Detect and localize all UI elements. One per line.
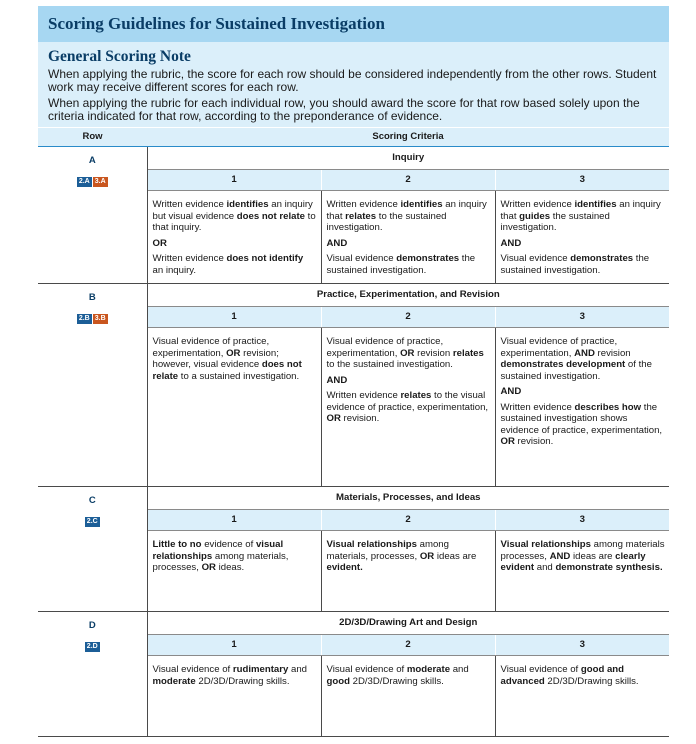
emphasis-text: relates <box>452 347 484 359</box>
score-2: 2 <box>321 307 495 328</box>
plain-text: an inquiry that <box>500 199 661 222</box>
criteria-text <box>327 539 491 574</box>
emphasis-text: clearly evident <box>500 550 646 573</box>
criteria-cell-score-3 <box>495 656 669 737</box>
scoring-table <box>38 127 669 737</box>
plain-text: Written evidence <box>326 390 401 401</box>
category-row <box>38 284 669 307</box>
plain-text: and <box>534 562 556 573</box>
criteria-text <box>501 539 666 574</box>
emphasis-text: OR <box>400 347 415 359</box>
emphasis-text: visual relationships <box>152 539 284 562</box>
plain-text: revision. <box>340 413 380 424</box>
plain-text: Written evidence <box>152 253 227 264</box>
skill-badges <box>38 314 147 324</box>
emphasis-text: good <box>326 675 350 687</box>
row-letter: B <box>88 292 96 303</box>
score-3: 3 <box>495 170 669 191</box>
emphasis-text: evident. <box>326 562 363 573</box>
plain-text: Written evidence <box>152 199 227 210</box>
emphasis-text: Visual relationships <box>500 539 591 550</box>
plain-text: 2D/3D/Drawing skills. <box>544 675 639 687</box>
score-3: 3 <box>495 635 669 656</box>
criteria-text <box>153 199 317 234</box>
score-3: 3 <box>495 510 669 531</box>
score-2: 2 <box>321 635 495 656</box>
plain-text: Written evidence <box>326 199 401 210</box>
plain-text: the sustained investigation. <box>500 210 610 233</box>
emphasis-text: identifies <box>226 199 269 210</box>
row-letter: C <box>88 495 96 506</box>
criteria-cell-score-2 <box>321 656 495 737</box>
plain-text: ideas are <box>570 550 616 562</box>
score-1: 1 <box>147 170 321 191</box>
emphasis-text: moderate <box>152 675 196 687</box>
criteria-text <box>153 336 317 382</box>
table-header <box>38 128 669 147</box>
criteria-text <box>501 402 666 448</box>
row-id-cell <box>38 612 147 737</box>
plain-text: Visual evidence of practice, experimentation, <box>152 336 270 359</box>
plain-text: among materials processes, <box>500 539 665 562</box>
emphasis-text: AND <box>549 550 571 562</box>
skill-badge: 3.B <box>94 314 106 322</box>
plain-text: revision. <box>514 436 554 447</box>
emphasis-text: relates <box>345 210 377 222</box>
emphasis-text: rudimentary <box>232 664 289 675</box>
criteria-cell-score-1 <box>147 328 321 487</box>
plain-text: 2D/3D/Drawing skills. <box>349 675 444 687</box>
plain-text: Written evidence <box>500 401 575 413</box>
criteria-text <box>327 199 491 234</box>
emphasis-text: demonstrates <box>396 253 460 264</box>
criteria-cell-score-3 <box>495 328 669 487</box>
skill-badge: 2.B <box>78 314 90 322</box>
category-title: Materials, Processes, and Ideas <box>336 492 481 504</box>
skill-badges <box>38 177 147 187</box>
page-title: Scoring Guidelines for Sustained Investigation <box>48 14 385 33</box>
criteria-text <box>501 253 666 276</box>
criteria-text <box>327 390 491 425</box>
note-paragraph-1: When applying the rubric, the score for each row should be considered independently from the other rows. Student work may receive different scores for each row. <box>48 67 657 94</box>
criteria-text <box>153 238 317 250</box>
plain-text: Visual evidence of practice, experimentation, <box>500 336 618 359</box>
criteria-text <box>501 664 666 687</box>
emphasis-text: AND <box>574 347 595 359</box>
emphasis-text: OR <box>419 550 435 562</box>
plain-text: Visual evidence <box>326 253 397 264</box>
emphasis-text: identifies <box>400 199 443 210</box>
criteria-cell-score-1 <box>147 656 321 737</box>
score-2: 2 <box>321 510 495 531</box>
plain-text: to the sustained investigation. <box>326 210 447 233</box>
plain-text: among materials, processes, <box>152 550 289 573</box>
category-title: 2D/3D/Drawing Art and Design <box>339 617 478 629</box>
plain-text: and <box>450 664 469 675</box>
rubric-page <box>38 6 669 737</box>
plain-text: revision; however, visual evidence <box>152 347 279 370</box>
plain-text: Visual evidence of practice, experimentation, <box>326 336 444 359</box>
plain-text: Visual evidence of <box>326 664 407 675</box>
category-title: Inquiry <box>392 152 425 164</box>
skill-badge: 2.A <box>78 177 90 185</box>
plain-text: and <box>288 664 307 675</box>
plain-text: 2D/3D/Drawing skills. <box>195 675 290 687</box>
plain-text: to the sustained investigation. <box>326 359 453 370</box>
row-letter: A <box>88 155 96 166</box>
criteria-cell-score-1 <box>147 191 321 284</box>
emphasis-text: AND <box>326 237 348 249</box>
plain-text: the sustained investigation. <box>500 253 650 276</box>
emphasis-text: OR <box>201 562 216 573</box>
plain-text: the sustained investigation. <box>326 253 476 276</box>
skill-badges <box>38 642 147 652</box>
plain-text: to that inquiry. <box>152 210 316 233</box>
criteria-text <box>327 336 491 371</box>
criteria-text <box>501 199 666 234</box>
criteria-cell-score-2 <box>321 328 495 487</box>
plain-text: among materials, processes, <box>326 539 449 562</box>
emphasis-text: AND <box>500 237 522 249</box>
title-bar <box>38 6 669 42</box>
criteria-text <box>153 664 317 687</box>
criteria-cell-score-2 <box>321 531 495 612</box>
emphasis-text: OR <box>500 436 515 447</box>
criteria-text <box>153 253 317 276</box>
skill-badges <box>38 517 147 527</box>
plain-text: ideas. <box>215 562 245 573</box>
category-title: Practice, Experimentation, and Revision <box>316 289 500 301</box>
skill-badge: 2.D <box>86 642 98 650</box>
criteria-cell-score-1 <box>147 531 321 612</box>
criteria-cell-score-3 <box>495 531 669 612</box>
criteria-cell-score-2 <box>321 191 495 284</box>
skill-badge: 3.A <box>94 177 106 185</box>
emphasis-text: OR <box>226 347 241 359</box>
criteria-text <box>327 664 491 687</box>
plain-text: revision <box>414 347 453 359</box>
plain-text: to the visual evidence of practice, experimentation, <box>326 390 489 413</box>
skill-badge: 2.C <box>86 517 98 525</box>
plain-text: of the sustained investigation. <box>500 359 652 382</box>
score-3: 3 <box>495 307 669 328</box>
emphasis-text: OR <box>152 237 167 249</box>
emphasis-text: AND <box>500 386 522 397</box>
plain-text: evidence of <box>201 539 256 550</box>
emphasis-text: guides <box>519 210 551 222</box>
category-row <box>38 612 669 635</box>
row-letter: D <box>88 620 96 631</box>
emphasis-text: AND <box>326 374 348 386</box>
row-id-cell <box>38 284 147 487</box>
emphasis-text: Visual relationships <box>326 539 417 550</box>
row-id-cell <box>38 487 147 612</box>
emphasis-text: demonstrate synthesis. <box>555 562 663 573</box>
note-heading: General Scoring Note <box>48 48 191 65</box>
category-row <box>38 147 669 170</box>
emphasis-text: describes how <box>574 401 642 413</box>
emphasis-text: OR <box>326 413 341 424</box>
emphasis-text: does not identify <box>226 253 304 264</box>
score-1: 1 <box>147 510 321 531</box>
plain-text: an inquiry. <box>152 264 197 276</box>
emphasis-text: demonstrates <box>570 253 634 264</box>
category-row <box>38 487 669 510</box>
plain-text: to a sustained investigation. <box>178 370 300 382</box>
emphasis-text: does not relate <box>236 210 306 222</box>
emphasis-text: relates <box>400 390 432 401</box>
general-scoring-note <box>38 42 669 127</box>
score-2: 2 <box>321 170 495 191</box>
emphasis-text: good and advanced <box>500 664 625 687</box>
plain-text: Visual evidence of <box>152 664 233 675</box>
plain-text: ideas are <box>434 550 477 562</box>
row-id-cell <box>38 147 147 284</box>
criteria-text <box>327 238 491 250</box>
plain-text: an inquiry but visual evidence <box>152 199 313 222</box>
criteria-text <box>327 375 491 387</box>
criteria-text <box>327 253 491 276</box>
criteria-text <box>501 336 666 382</box>
plain-text: revision <box>594 347 631 359</box>
plain-text: an inquiry that <box>326 199 487 222</box>
emphasis-text: identifies <box>574 199 617 210</box>
emphasis-text: Little to no <box>152 539 202 550</box>
plain-text: the sustained investigation shows evidence of practice, experimentation, <box>500 401 663 436</box>
note-paragraph-2: When applying the rubric for each individual row, you should award the score for that row based solely upon the criteria indicated for that row, according to the preponderance of evidence. <box>48 96 640 123</box>
criteria-text <box>153 539 317 574</box>
emphasis-text: demonstrates development <box>500 359 626 370</box>
emphasis-text: does not relate <box>152 359 302 382</box>
emphasis-text: moderate <box>406 664 451 675</box>
header-scoring-criteria: Scoring Criteria <box>147 128 669 147</box>
criteria-cell-score-3 <box>495 191 669 284</box>
criteria-text <box>501 386 666 398</box>
header-row: Row <box>38 128 147 147</box>
plain-text: Written evidence <box>500 199 575 210</box>
plain-text: Visual evidence <box>500 253 571 264</box>
criteria-text <box>501 238 666 250</box>
score-1: 1 <box>147 307 321 328</box>
plain-text: Visual evidence of <box>500 664 581 675</box>
score-1: 1 <box>147 635 321 656</box>
